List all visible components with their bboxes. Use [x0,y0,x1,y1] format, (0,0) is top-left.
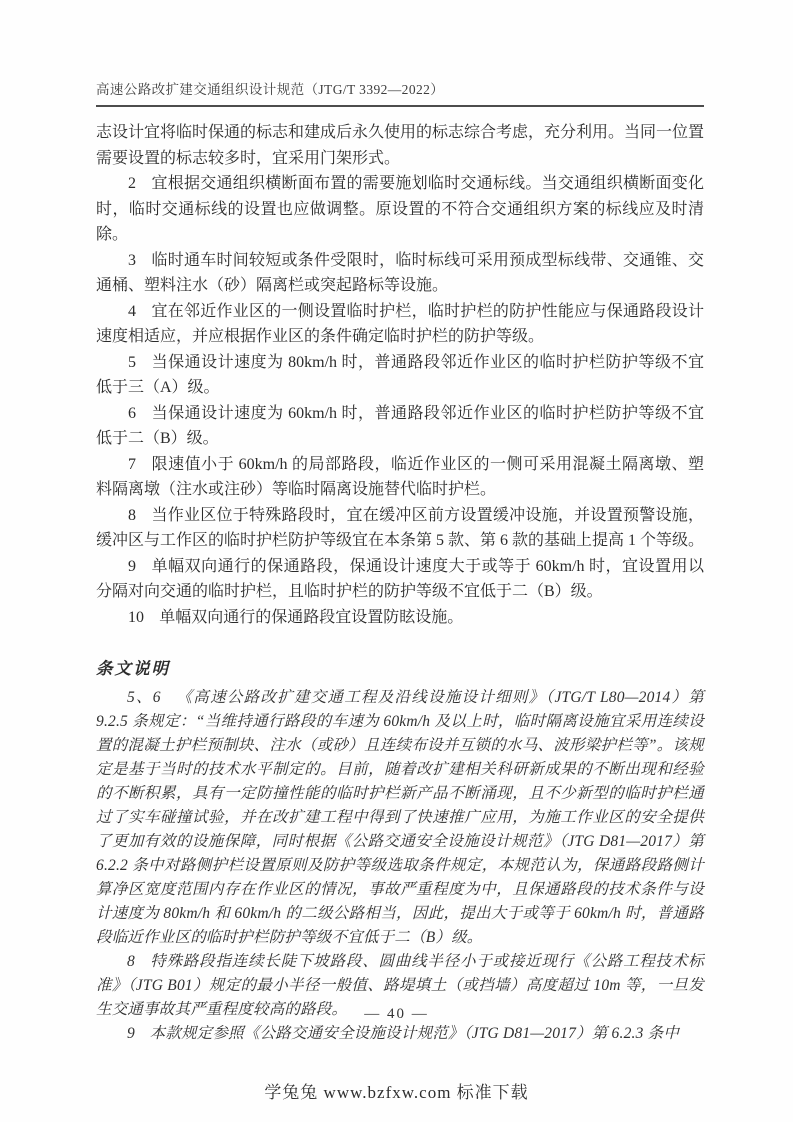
clause-list [96,171,704,630]
clause-number: 6 [128,404,136,422]
clause-number: 4 [128,302,136,320]
clause-number: 5、6 [127,688,161,706]
clause-text: 单幅双向通行的保通路段宜设置防眩设施。 [159,608,464,626]
clause-text: 当作业区位于特殊路段时，宜在缓冲区前方设置缓冲设施，并设置预警设施，缓冲区与工作区的临时护栏防护等级宜在本条第 5 款、第 6 款的基础上提高 1 个等级。 [96,506,705,549]
commentary-list [96,686,704,1046]
clause-item [96,554,704,605]
clause-text: 宜在邻近作业区的一侧设置临时护栏，临时护栏的防护性能应与保通路段设计速度相适应，并应根据作业区的条件确定临时护栏的防护等级。 [96,302,704,345]
clause-item [96,1022,704,1046]
paragraph-continuation: 志设计宜将临时保通的标志和建成后永久使用的标志综合考虑，充分利用。当同一位置需要设置的标志较多时，宜采用门架形式。 [96,124,705,167]
watermark: 学兔兔 www.bzfxw.com 标准下载 [264,1083,529,1102]
body-text [96,120,704,1046]
clause-item [96,503,704,554]
clause-text: 当保通设计速度为 60km/h 时，普通路段邻近作业区的临时护栏防护等级不宜低于二（B）级。 [96,404,704,447]
clause-number: 5 [128,353,136,371]
clause-item [96,299,704,350]
clause-number: 8 [127,952,135,970]
clause-text: 特殊路段指连续长陡下坡路段、圆曲线半径小于或接近现行《公路工程技术标准》（JTG B01）规定的最小半径一般值、路堤填土（或挡墙）高度超过 10m 等，一旦发生交通事故其严重程度较高的路段。 [96,952,704,1018]
clause-number: 3 [128,251,136,269]
clause-number: 8 [128,506,136,524]
clause-text: 临时通车时间较短或条件受限时，临时标线可采用预成型标线带、交通锥、交通桶、塑料注水（砂）隔离栏或突起路标等设施。 [96,251,704,294]
clause-text: 宜根据交通组织横断面布置的需要施划临时交通标线。当交通组织横断面变化时，临时交通标线的设置也应做调整。原设置的不符合交通组织方案的标线应及时清除。 [96,175,704,243]
commentary-heading: 条文说明 [96,659,170,678]
clause-text: 单幅双向通行的保通路段，保通设计速度大于或等于 60km/h 时，宜设置用以分隔对向交通的临时护栏，且临时护栏的防护等级不宜低于二（B）级。 [96,557,704,600]
clause-item [96,350,704,401]
running-header: 高速公路改扩建交通组织设计规范（JTG/T 3392—2022） [96,78,704,107]
page-number: — 40 — [364,1006,429,1022]
clause-text: 本款规定参照《公路交通安全设施设计规范》（JTG D81—2017）第 6.2.3 条中 [149,1024,680,1042]
clause-number: 2 [128,175,136,192]
clause-number: 10 [128,608,144,626]
clause-text: 限速值小于 60km/h 的局部路段，临近作业区的一侧可采用混凝土隔离墩、塑料隔离墩（注水或注砂）等临时隔离设施替代临时护栏。 [96,455,704,498]
clause-text: 《高速公路改扩建交通工程及沿线设施设计细则》（JTG/T L80—2014）第 9.2.5 条规定：“当维持通行路段的车速为 60km/h 及以上时，临时隔离设施宜采用连续设置的混凝土护栏预制块、注水（或砂）且连续布设并互锁的水马、波形梁护栏等”。该规定是基于当时的技术水平制定的。目前，随着改扩建相关科研新成果的不断出现和经验的不断积累，具有一定防撞性能的临时护栏新产品不断涌现，且不少新型的临时护栏通过了实车碰撞试验，并在改扩建工程中得到了快速推广应用，为施工作业区的安全提供了更加有效的设施保障，同时根据《公路交通安全设施设计规范》（JTG D81—2017）第 6.2.2 条中对路侧护栏设置原则及防护等级选取条件规定，本规范认为，保通路段路侧计算净区宽度范围内存在作业区的情况，事故严重程度为中，且保通路段的技术条件与设计速度为 80km/h 和 60km/h 的二级公路相当，因此，提出大于或等于 60km/h 时，普通路段临近作业区的临时护栏防护等级不宜低于二（B）级。 [96,688,705,946]
clause-text: 当保通设计速度为 80km/h 时，普通路段邻近作业区的临时护栏防护等级不宜低于三（A）级。 [96,353,704,396]
clause-number: 7 [128,455,136,473]
clause-number: 9 [127,1024,135,1042]
clause-item [96,452,704,503]
page-content [96,78,704,1046]
clause-item [96,686,704,950]
clause-item [96,248,704,299]
clause-item [96,605,704,631]
clause-number: 9 [128,557,136,575]
clause-item [96,171,704,248]
clause-item [96,401,704,452]
